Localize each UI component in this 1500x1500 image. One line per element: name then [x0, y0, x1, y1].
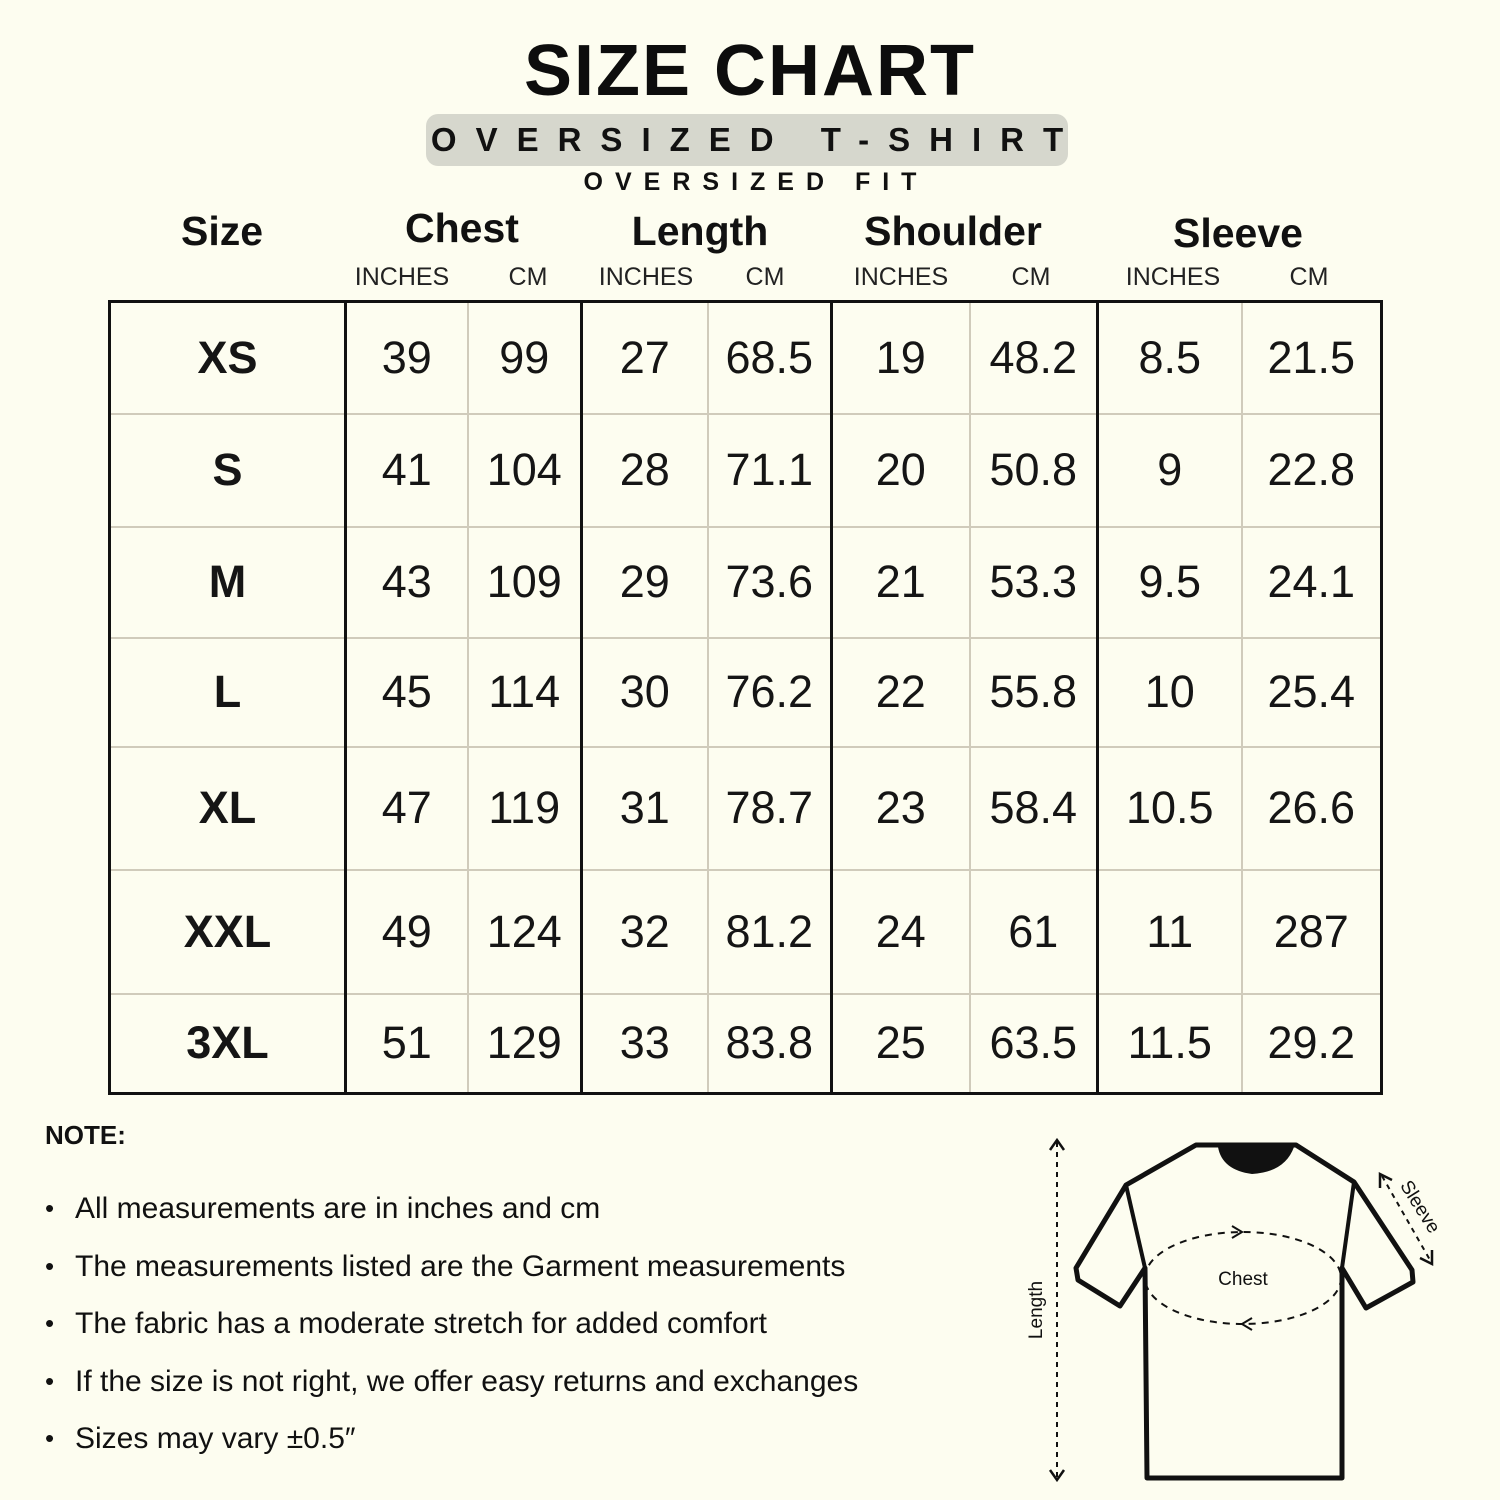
unit-chest-inches: INCHES	[354, 263, 450, 291]
length-inches-cell: 29	[582, 527, 708, 638]
chest-inches-cell: 47	[346, 747, 468, 870]
header-sleeve: Sleeve	[1173, 210, 1303, 256]
shoulder-inches-cell: 21	[832, 527, 970, 638]
note-text: If the size is not right, we offer easy returns and exchanges	[75, 1364, 859, 1398]
length-label: Length	[1026, 1280, 1047, 1340]
shoulder-cm-cell: 63.5	[970, 994, 1098, 1094]
shoulder-inches-cell: 23	[832, 747, 970, 870]
table-row	[110, 747, 1382, 870]
chest-cm-cell: 129	[468, 994, 582, 1094]
bullet-icon: •	[45, 1193, 55, 1223]
sleeve-inches-cell: 11	[1098, 870, 1242, 994]
shoulder-cm-cell: 48.2	[970, 302, 1098, 414]
shoulder-cm-cell: 50.8	[970, 414, 1098, 527]
table-row	[110, 870, 1382, 994]
sleeve-cm-cell: 22.8	[1242, 414, 1382, 527]
note-text: The fabric has a moderate stretch for added comfort	[75, 1307, 768, 1340]
chest-inches-cell: 39	[346, 302, 468, 414]
note-item	[45, 1410, 858, 1468]
chest-inches-cell: 43	[346, 527, 468, 638]
unit-shoulder-inches: INCHES	[853, 263, 949, 291]
size-cell: S	[110, 414, 346, 527]
unit-sleeve-cm: CM	[1289, 263, 1329, 291]
length-cm-cell: 71.1	[708, 414, 832, 527]
unit-chest-cm: CM	[508, 263, 548, 291]
sleeve-inches-cell: 9.5	[1098, 527, 1242, 638]
size-cell: XL	[110, 747, 346, 870]
chest-cm-cell: 109	[468, 527, 582, 638]
chest-inches-cell: 41	[346, 414, 468, 527]
shoulder-cm-cell: 58.4	[970, 747, 1098, 870]
shoulder-inches-cell: 25	[832, 994, 970, 1094]
sleeve-inches-cell: 9	[1098, 414, 1242, 527]
chest-cm-cell: 119	[468, 747, 582, 870]
bullet-icon: •	[45, 1423, 55, 1453]
product-subtitle: OVERSIZED T-SHIRT	[430, 121, 1083, 158]
header-size: Size	[180, 208, 264, 254]
sleeve-cm-cell: 24.1	[1242, 527, 1382, 638]
fit-label: OVERSIZED FIT	[583, 168, 929, 196]
length-cm-cell: 76.2	[708, 638, 832, 747]
collar-icon	[1218, 1147, 1294, 1174]
length-cm-cell: 68.5	[708, 302, 832, 414]
size-cell: XXL	[110, 870, 346, 994]
table-row	[110, 414, 1382, 527]
note-title: NOTE:	[45, 1120, 126, 1150]
shoulder-cm-cell: 61	[970, 870, 1098, 994]
length-cm-cell: 78.7	[708, 747, 832, 870]
bullet-icon: •	[45, 1365, 55, 1396]
chest-cm-cell: 124	[468, 870, 582, 994]
sleeve-inches-cell: 8.5	[1098, 302, 1242, 414]
note-item	[45, 1353, 858, 1411]
note-item	[45, 1295, 858, 1353]
sleeve-cm-cell: 29.2	[1242, 994, 1382, 1094]
shoulder-cm-cell: 53.3	[970, 527, 1098, 638]
shoulder-inches-cell: 22	[832, 638, 970, 747]
sleeve-inches-cell: 10	[1098, 638, 1242, 747]
length-inches-cell: 31	[582, 747, 708, 870]
chest-inches-cell: 51	[346, 994, 468, 1094]
header-length: Length	[631, 208, 769, 254]
length-inches-cell: 33	[582, 994, 708, 1094]
chest-cm-cell: 99	[468, 302, 582, 414]
page-title: SIZE CHART	[524, 31, 976, 111]
chest-cm-cell: 114	[468, 638, 582, 747]
notes-list	[45, 1180, 858, 1468]
sleeve-cm-cell: 25.4	[1242, 638, 1382, 747]
note-item	[45, 1180, 858, 1238]
table-row	[110, 638, 1382, 747]
size-cell: XS	[110, 302, 346, 414]
shoulder-inches-cell: 19	[832, 302, 970, 414]
sleeve-inches-cell: 10.5	[1098, 747, 1242, 870]
unit-length-inches: INCHES	[598, 263, 694, 291]
table-row	[110, 994, 1382, 1094]
length-inches-cell: 30	[582, 638, 708, 747]
length-inches-cell: 27	[582, 302, 708, 414]
shoulder-cm-cell: 55.8	[970, 638, 1098, 747]
table-row	[110, 302, 1382, 414]
table-row	[110, 527, 1382, 638]
chest-inches-cell: 49	[346, 870, 468, 994]
note-text: All measurements are in inches and cm	[75, 1192, 601, 1225]
header-chest: Chest	[405, 205, 519, 251]
length-cm-cell: 73.6	[708, 527, 832, 638]
length-cm-cell: 83.8	[708, 994, 832, 1094]
note-text: Sizes may vary ±0.5″	[75, 1422, 356, 1455]
chest-inches-cell: 45	[346, 638, 468, 747]
unit-sleeve-inches: INCHES	[1125, 263, 1221, 291]
sleeve-label: Sleeve	[1395, 1176, 1444, 1238]
bullet-icon: •	[45, 1250, 55, 1281]
size-table	[108, 300, 1383, 1095]
unit-shoulder-cm: CM	[1011, 263, 1051, 291]
size-cell: 3XL	[110, 994, 346, 1094]
chest-label: Chest	[1218, 1269, 1268, 1290]
sleeve-inches-cell: 11.5	[1098, 994, 1242, 1094]
length-arrow-icon	[1050, 1140, 1064, 1480]
bullet-icon: •	[45, 1308, 55, 1338]
sleeve-cm-cell: 26.6	[1242, 747, 1382, 870]
size-cell: L	[110, 638, 346, 747]
note-text: The measurements listed are the Garment measurements	[75, 1249, 846, 1283]
header-shoulder: Shoulder	[864, 208, 1042, 254]
chest-cm-cell: 104	[468, 414, 582, 527]
tshirt-diagram	[1015, 1130, 1485, 1490]
length-inches-cell: 32	[582, 870, 708, 994]
size-cell: M	[110, 527, 346, 638]
subtitle-banner	[426, 114, 1083, 166]
sleeve-cm-cell: 21.5	[1242, 302, 1382, 414]
shoulder-inches-cell: 24	[832, 870, 970, 994]
length-inches-cell: 28	[582, 414, 708, 527]
shoulder-inches-cell: 20	[832, 414, 970, 527]
note-item	[45, 1238, 858, 1296]
sleeve-cm-cell: 287	[1242, 870, 1382, 994]
length-cm-cell: 81.2	[708, 870, 832, 994]
unit-length-cm: CM	[745, 263, 785, 291]
